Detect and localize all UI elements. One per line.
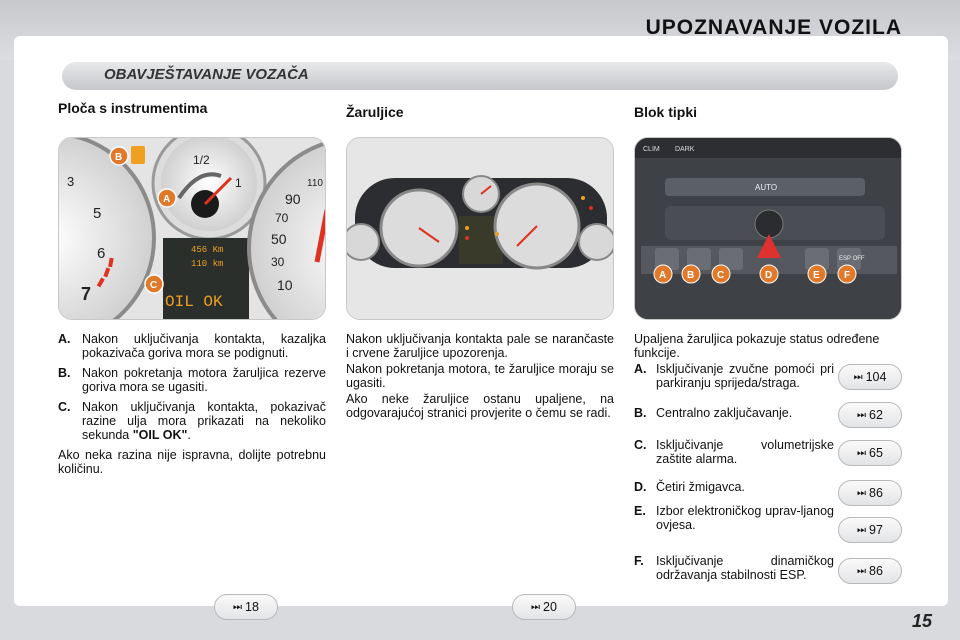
warning-lamps-title: Žaruljice [346, 104, 404, 120]
instrument-panel-title: Ploča s instrumentima [58, 100, 208, 116]
display-oil: OIL OK [165, 293, 223, 311]
item-key: A. [58, 332, 71, 346]
page-title: UPOZNAVANJE VOZILA [645, 16, 902, 39]
item-key: C. [634, 438, 647, 452]
skip-forward-icon: ⏭ [857, 565, 865, 577]
instrument-panel-text [58, 332, 326, 478]
skip-forward-icon: ⏭ [857, 447, 865, 459]
item-key: B. [58, 366, 71, 380]
item-text: Nakon uključivanja kontakta, pokazivač razine ulja mora prikazati na nekoliko sekunda [82, 400, 326, 442]
item-text: Nakon uključivanja kontakta, kazaljka pokazivača goriva mora se podignuti. [82, 332, 326, 360]
button-block-photo [634, 137, 902, 320]
list-item [634, 504, 834, 532]
item-key: D. [634, 480, 647, 494]
marker-b: B [687, 270, 695, 281]
dark-label: DARK [675, 146, 695, 153]
ref-page: 18 [245, 600, 259, 614]
esp-off-label: ESP OFF [839, 256, 865, 262]
skip-forward-icon: ⏭ [233, 601, 241, 613]
page-ref-86[interactable] [838, 480, 902, 506]
display-km1: 456 Km [191, 245, 224, 255]
fuel-label-full: 1 [235, 176, 242, 190]
item-text-end: . [187, 428, 191, 442]
speedo-label-70: 70 [275, 211, 289, 225]
list-item [634, 480, 834, 494]
ref-page: 65 [869, 446, 883, 460]
ref-page: 104 [865, 370, 887, 384]
item-text: Isključivanje volumetrijske zaštite alarma. [656, 438, 834, 466]
skip-forward-icon: ⏭ [857, 487, 865, 499]
button-block-intro: Upaljena žaruljica pokazuje status određene funkcije. [634, 332, 880, 360]
item-key: B. [634, 406, 647, 420]
ref-page: 20 [543, 600, 557, 614]
item-text: Centralno zaključavanje. [656, 406, 793, 420]
list-item [634, 554, 834, 582]
list-item [58, 332, 326, 360]
skip-forward-icon: ⏭ [531, 601, 539, 613]
list-item [58, 366, 326, 394]
speedo-label-50: 50 [271, 231, 287, 247]
instrument-panel-photo [58, 137, 326, 320]
skip-forward-icon: ⏭ [857, 409, 865, 421]
tach-label-6: 6 [97, 245, 106, 262]
item-text: Izbor elektroničkog uprav-ljanog ovjesa. [656, 504, 834, 532]
page-ref-65[interactable] [838, 440, 902, 466]
page-ref-104[interactable] [838, 364, 902, 390]
speedo-label-30: 30 [271, 255, 285, 269]
list-item [634, 406, 834, 420]
list-item [634, 362, 834, 390]
ref-page: 86 [869, 486, 883, 500]
item-key: C. [58, 400, 71, 414]
list-item [58, 400, 326, 442]
marker-a: A [163, 194, 171, 205]
clim-label: CLIM [643, 146, 660, 153]
marker-f: F [844, 270, 851, 281]
ref-page: 97 [869, 523, 883, 537]
auto-label: AUTO [755, 183, 778, 192]
item-text: Nakon pokretanja motora žaruljica rezerve goriva mora se ugasiti. [82, 366, 326, 394]
page-ref-86b[interactable] [838, 558, 902, 584]
ref-page: 86 [869, 564, 883, 578]
tach-label-7: 7 [81, 284, 92, 304]
paragraph: Ako neke žaruljice ostanu upaljene, na odgovarajućoj stranici provjerite o čemu se radi. [346, 392, 614, 420]
marker-e: E [813, 270, 820, 281]
list-item [634, 438, 834, 466]
item-text: Isključivanje dinamičkog održavanja stabilnosti ESP. [656, 554, 834, 582]
marker-c: C [717, 270, 725, 281]
tach-label-5: 5 [93, 205, 102, 222]
section-title: OBAVJEŠTAVANJE VOZAČA [104, 66, 309, 83]
marker-a: A [659, 270, 667, 281]
skip-forward-icon: ⏭ [857, 524, 865, 536]
marker-d: D [765, 270, 773, 281]
skip-forward-icon: ⏭ [853, 371, 861, 383]
item-text: Četiri žmigavca. [656, 480, 745, 494]
item-text-wrap [82, 400, 326, 442]
page-number: 15 [911, 611, 932, 631]
display-km2: 110 km [191, 259, 224, 269]
paragraph: Nakon uključivanja kontakta pale se narančaste i crvene žaruljice upozorenja. [346, 332, 614, 360]
tach-label-3: 3 [67, 174, 75, 189]
button-block-title: Blok tipki [634, 104, 698, 120]
warning-lamps-text [346, 332, 614, 422]
item-key: F. [634, 554, 644, 568]
ref-page: 62 [869, 408, 883, 422]
page-ref-97[interactable] [838, 517, 902, 543]
page-ref-18[interactable] [214, 594, 278, 620]
speedo-label-90: 90 [285, 191, 301, 207]
item-key: A. [634, 362, 647, 376]
page-ref-20[interactable] [512, 594, 576, 620]
item-key: E. [634, 504, 646, 518]
item-text: Isključivanje zvučne pomoći pri parkiranju sprijeda/straga. [656, 362, 834, 390]
paragraph: Nakon pokretanja motora, te žaruljice moraju se ugasiti. [346, 362, 614, 390]
marker-c: C [150, 280, 158, 291]
page-ref-62[interactable] [838, 402, 902, 428]
fuel-label-half: 1/2 [193, 153, 210, 167]
warning-lamps-photo [346, 137, 614, 320]
oil-ok-label: "OIL OK" [132, 428, 188, 442]
speedo-label-110: 110 [307, 178, 323, 189]
speedo-label-10: 10 [277, 277, 293, 293]
marker-b: B [115, 152, 123, 163]
note-text: Ako neka razina nije ispravna, dolijte potrebnu količinu. [58, 448, 326, 476]
